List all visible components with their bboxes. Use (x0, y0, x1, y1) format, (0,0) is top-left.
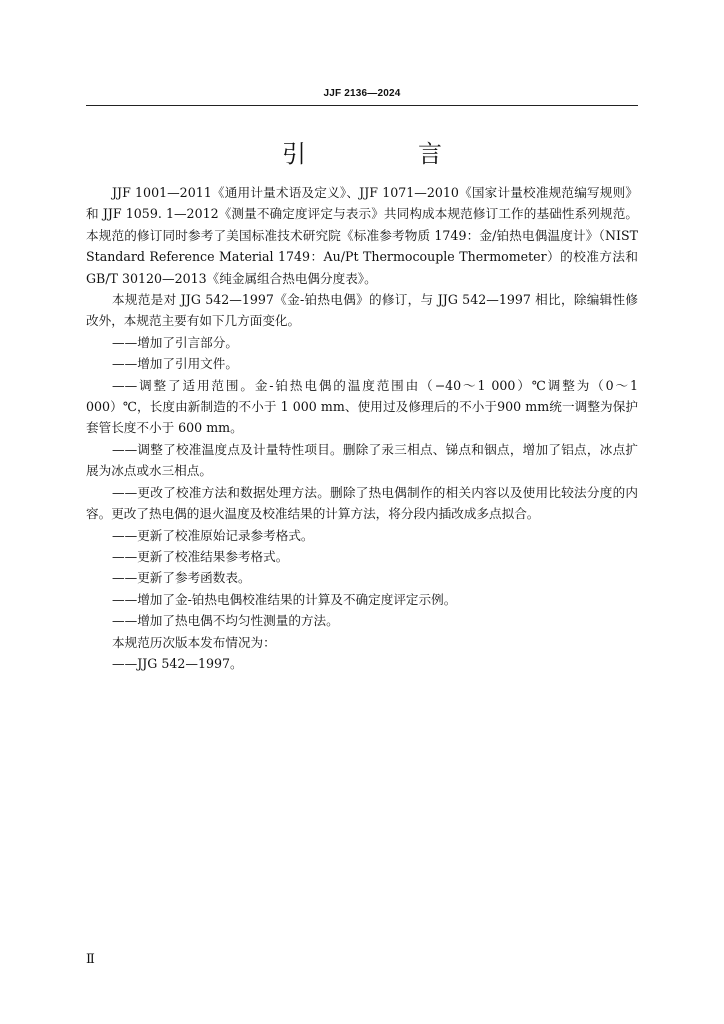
page-number: Ⅱ (86, 952, 95, 967)
list-item: ——JJG 542—1997。 (112, 655, 243, 671)
list-item: ——增加了引用文件。 (112, 356, 238, 372)
list-item: ——更新了校准原始记录参考格式。 (112, 527, 314, 543)
body-text (86, 182, 638, 674)
list-item: ——增加了引言部分。 (112, 334, 238, 350)
list-item: ——调整了适用范围。金-铂热电偶的温度范围由（−40～1 000）℃调整为（0～1 000）℃，长度由新制造的不小于 1 000 mm、使用过及修理后的不小于900 mm统一调整为保护套管长度不小于 600 mm。 (86, 377, 638, 436)
header-divider (86, 105, 638, 106)
running-header: JJF 2136—2024 (323, 88, 401, 99)
list-item: ——更新了参考函数表。 (112, 570, 251, 586)
list-item: ——调整了校准温度点及计量特性项目。删除了汞三相点、锑点和铟点，增加了铝点，冰点扩展为冰点或水三相点。 (86, 441, 638, 479)
list-item: ——更改了校准方法和数据处理方法。删除了热电偶制作的相关内容以及使用比较法分度的内容。更改了热电偶的退火温度及校准结果的计算方法，将分段内插改成多点拟合。 (86, 484, 638, 522)
paragraph: JJF 1001—2011《通用计量术语及定义》、JJF 1071—2010《国家计量校准规范编写规则》和 JJF 1059. 1—2012《测量不确定度评定与表示》共同构成本规范修订工作的基础性系列规范。本规范的修订同时参考了美国标准技术研究院《标准参考物质 1749：金/铂热电偶温度计》（NIST Standard Reference Material 1749：Au/Pt Thermocouple Thermometer）的校准方法和 GB/T 30120—2013《纯金属组合热电偶分度表》。 (86, 185, 638, 286)
paragraph: 本规范是对 JJG 542—1997《金-铂热电偶》的修订，与 JJG 542—1997 相比，除编辑性修改外，本规范主要有如下几方面变化。 (86, 292, 638, 329)
list-item: ——更新了校准结果参考格式。 (112, 548, 289, 564)
list-item: ——增加了金-铂热电偶校准结果的计算及不确定度评定示例。 (112, 591, 457, 607)
list-item: ——增加了热电偶不均匀性测量的方法。 (112, 613, 339, 629)
paragraph: 本规范历次版本发布情况为： (112, 634, 276, 650)
page-title: 引 言 (282, 140, 486, 168)
